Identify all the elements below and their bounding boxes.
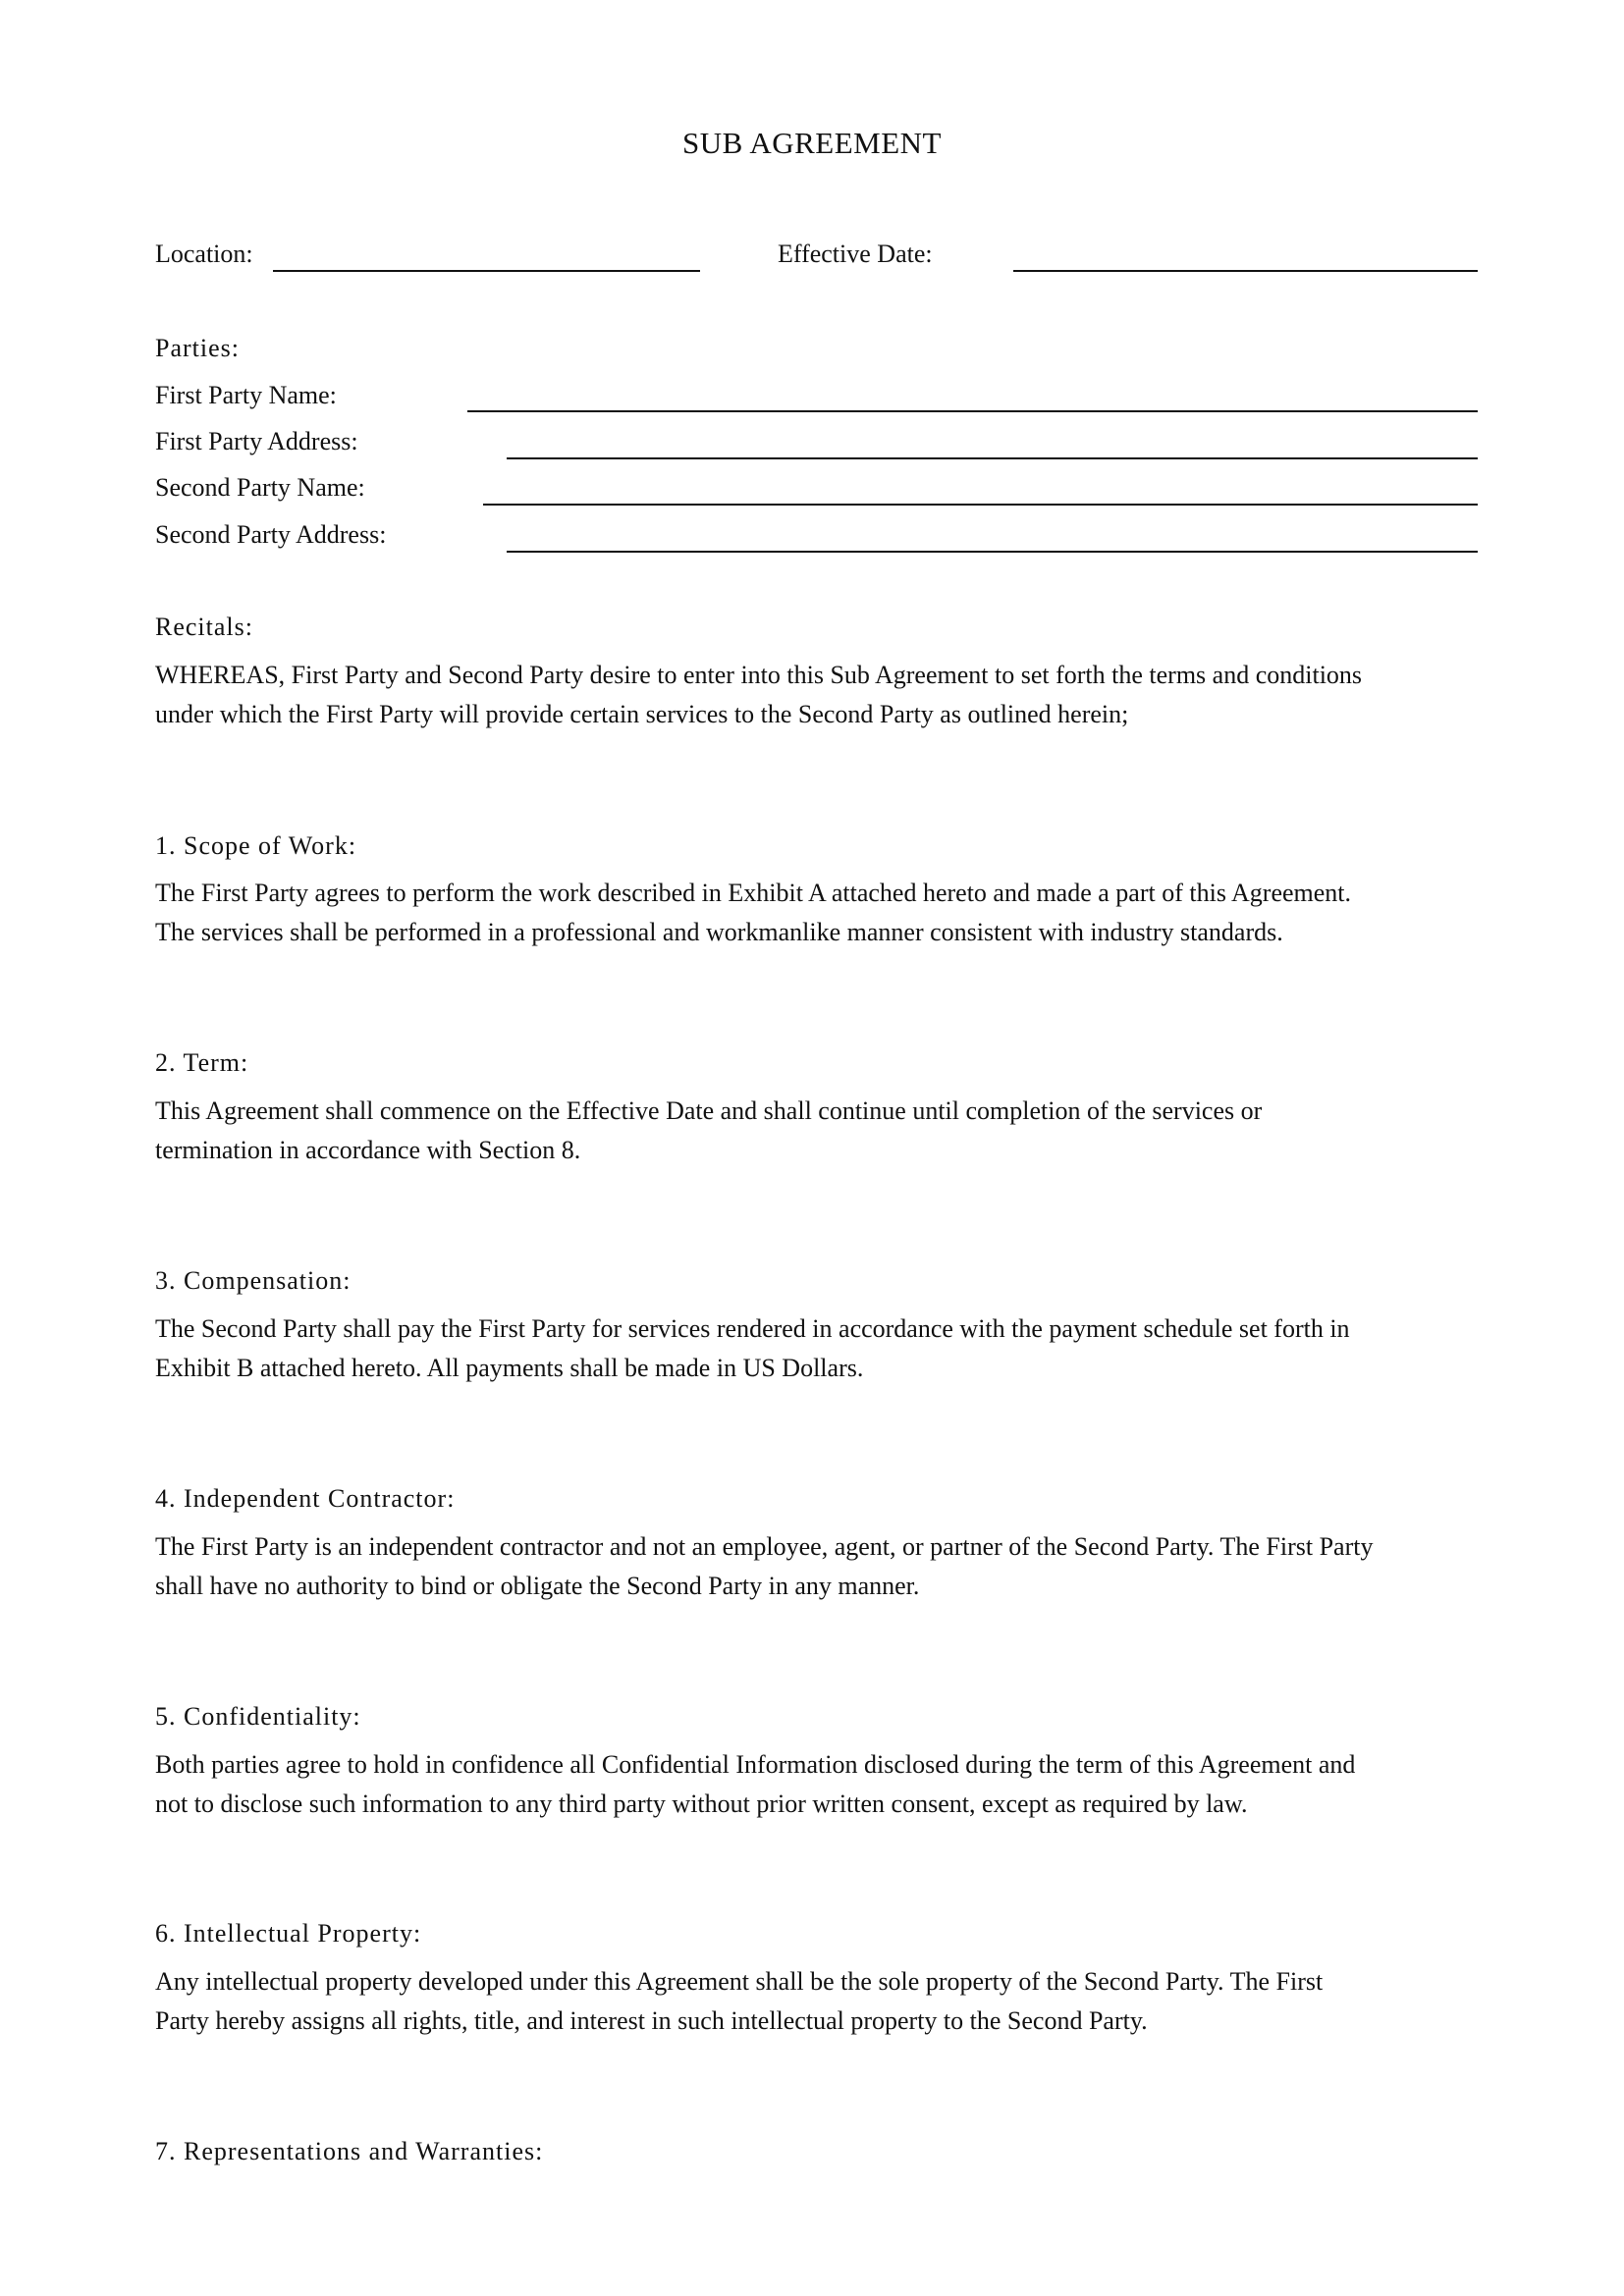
section-line: shall have no authority to bind or obligate the Second Party in any manner. bbox=[155, 1572, 920, 1600]
section-heading-term: 2. Term: bbox=[155, 1048, 249, 1077]
section-line: The Second Party shall pay the First Party for services rendered in accordance with the payment schedule set forth in bbox=[155, 1314, 1350, 1343]
section-text-scope-of-work bbox=[155, 874, 1530, 952]
section-text-independent-contractor bbox=[155, 1527, 1530, 1606]
section-line: The First Party agrees to perform the work described in Exhibit A attached hereto and made a part of this Agreement. bbox=[155, 879, 1352, 907]
effective-date-label: Effective Date: bbox=[778, 240, 933, 268]
first-party-name-label: First Party Name: bbox=[155, 381, 337, 409]
recitals-line: under which the First Party will provide certain services to the Second Party as outlined herein; bbox=[155, 700, 1129, 728]
location-label: Location: bbox=[155, 240, 253, 268]
section-line: Party hereby assigns all rights, title, and interest in such intellectual property to the Second Party. bbox=[155, 2006, 1148, 2035]
first-party-name-field-line[interactable] bbox=[467, 410, 1478, 412]
section-line: The First Party is an independent contractor and not an employee, agent, or partner of the Second Party. The First Party bbox=[155, 1532, 1374, 1561]
section-line: The services shall be performed in a professional and workmanlike manner consistent with industry standards. bbox=[155, 918, 1283, 946]
first-party-address-field-line[interactable] bbox=[507, 457, 1478, 459]
section-heading-compensation: 3. Compensation: bbox=[155, 1266, 352, 1295]
document-title: SUB AGREEMENT bbox=[682, 126, 942, 160]
section-heading-intellectual-property: 6. Intellectual Property: bbox=[155, 1919, 422, 1948]
recitals-text bbox=[155, 656, 1530, 734]
recitals-line: WHEREAS, First Party and Second Party desire to enter into this Sub Agreement to set forth the terms and conditions bbox=[155, 661, 1363, 689]
second-party-name-field-line[interactable] bbox=[483, 504, 1478, 506]
second-party-address-field-line[interactable] bbox=[507, 551, 1478, 553]
effective-date-field-line[interactable] bbox=[1013, 270, 1478, 272]
parties-heading: Parties: bbox=[155, 334, 240, 362]
second-party-address-label: Second Party Address: bbox=[155, 520, 387, 549]
section-line: termination in accordance with Section 8. bbox=[155, 1136, 581, 1164]
section-line: not to disclose such information to any third party without prior written consent, except as required by law. bbox=[155, 1789, 1248, 1818]
section-heading-confidentiality: 5. Confidentiality: bbox=[155, 1702, 361, 1731]
section-text-compensation bbox=[155, 1309, 1530, 1388]
recitals-heading: Recitals: bbox=[155, 613, 253, 641]
section-heading-independent-contractor: 4. Independent Contractor: bbox=[155, 1484, 456, 1513]
section-line: Both parties agree to hold in confidence all Confidential Information disclosed during the term of this Agreement and bbox=[155, 1750, 1356, 1779]
section-line: Any intellectual property developed under this Agreement shall be the sole property of the Second Party. The First bbox=[155, 1967, 1324, 1996]
second-party-name-label: Second Party Name: bbox=[155, 473, 365, 502]
section-text-term bbox=[155, 1092, 1530, 1170]
first-party-address-label: First Party Address: bbox=[155, 427, 358, 455]
location-field-line[interactable] bbox=[273, 270, 700, 272]
section-line: Exhibit B attached hereto. All payments shall be made in US Dollars. bbox=[155, 1354, 864, 1382]
section-text-intellectual-property bbox=[155, 1962, 1530, 2041]
section-heading-representations-and-warranties: 7. Representations and Warranties: bbox=[155, 2137, 544, 2165]
section-heading-scope-of-work: 1. Scope of Work: bbox=[155, 831, 357, 860]
section-line: This Agreement shall commence on the Effective Date and shall continue until completion of the services or bbox=[155, 1096, 1263, 1125]
section-text-confidentiality bbox=[155, 1745, 1530, 1824]
